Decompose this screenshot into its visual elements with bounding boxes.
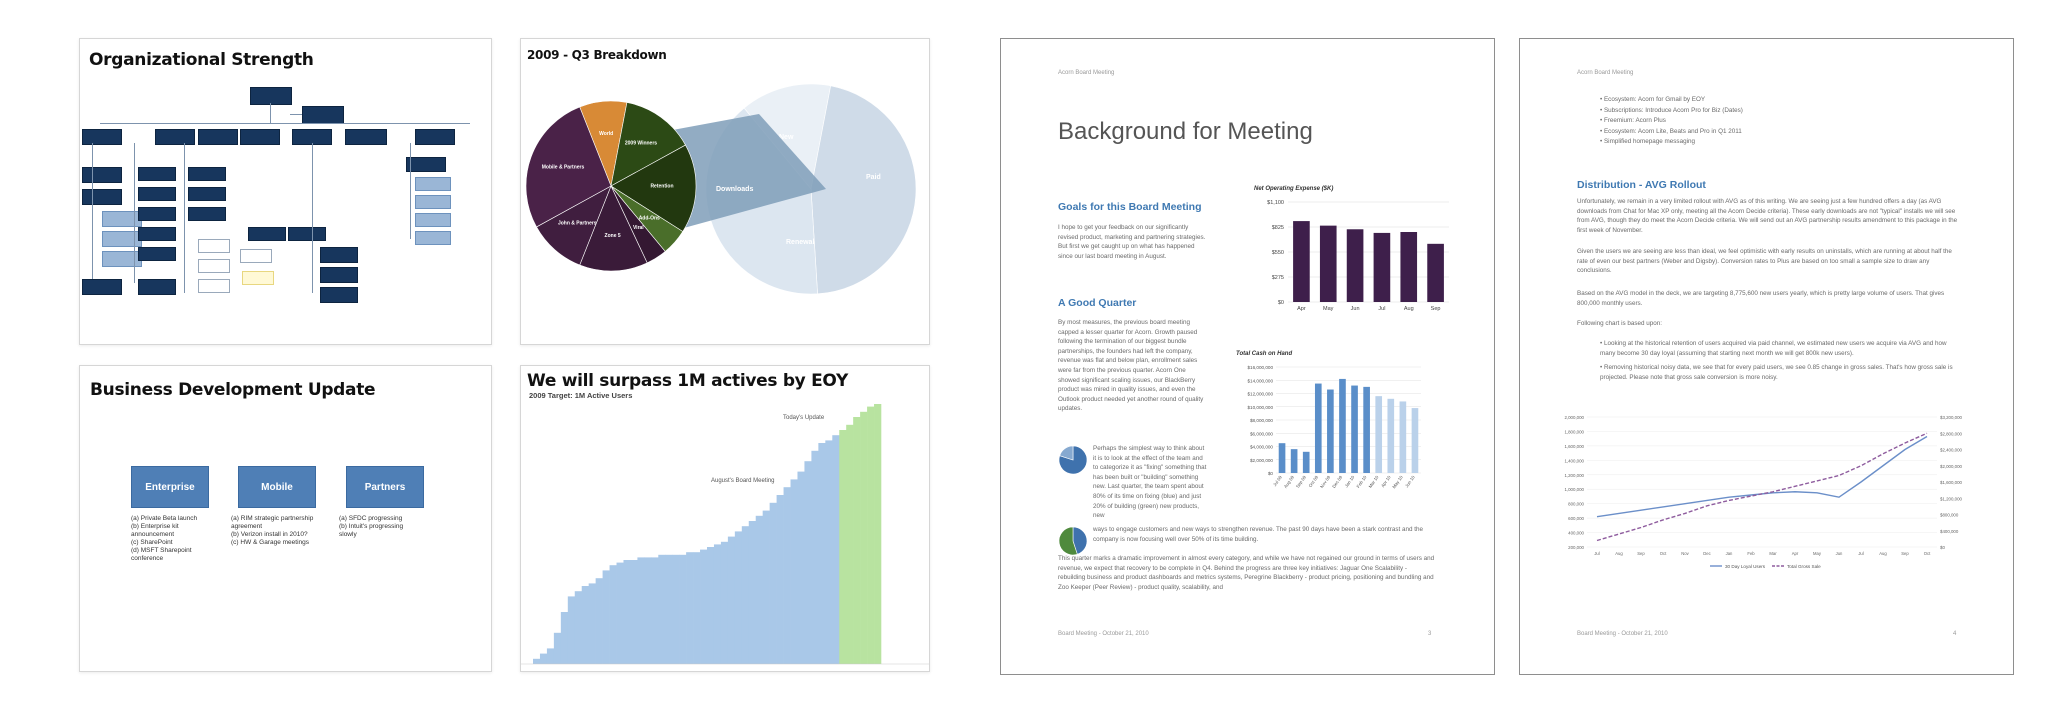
area-bar — [784, 487, 791, 664]
x-tick-label: Jul — [1858, 551, 1864, 556]
area-bar — [630, 560, 637, 664]
x-tick-label: Feb — [1747, 551, 1755, 556]
y-tick-label-right: $1,200,000 — [1940, 496, 1962, 502]
org-box-dept — [82, 129, 122, 145]
heading-avg-rollout: Distribution - AVG Rollout — [1577, 179, 1706, 191]
pie-text-1: Perhaps the simplest way to think about it is to look at the effect of the team and to categorize it as "fixing" something that has been built or "building" something new. Last quarter, the team spent about 80% of its time on fixing (blue) and just 20% of building (green) new products, new — [1093, 445, 1207, 520]
pie-label: Retention — [650, 183, 674, 190]
y-tick-label: $0 — [1277, 300, 1284, 306]
pie-label: Mobile & Partners — [541, 164, 585, 171]
bar — [1320, 226, 1337, 302]
pie-this-quarter — [1057, 525, 1089, 557]
bar — [1375, 396, 1382, 473]
bar — [1351, 386, 1358, 473]
bar — [1427, 244, 1444, 302]
bizdev-list-mobile: (a) RIM strategic partnership agreement (b) Verizon install in 2010? (c) HW & Garage meetings — [231, 515, 314, 546]
area-bar — [686, 552, 693, 664]
bar — [1400, 232, 1417, 302]
bar — [1400, 401, 1407, 473]
area-bar — [777, 495, 784, 664]
bar — [1293, 221, 1310, 302]
q3-breakdown-chart — [521, 39, 929, 344]
annotation-board: August's Board Meeting — [711, 478, 775, 484]
bar — [1363, 387, 1370, 473]
y-tick-label: $0 — [1267, 471, 1273, 476]
org-box-dept — [345, 129, 387, 145]
bullet-item: • Looking at the historical retention of users acquired via paid channel, we estimated new users we acquire via AVG and how many become 30 day loyal (assuming that starting next month we will get 800k new users). — [1600, 340, 1947, 357]
x-tick-label: Apr — [1297, 306, 1306, 312]
bullet-item: • Removing historical noisy data, we see that for every paid users, we see 0.85 change in gross sales. That's how gross sale is projected. Please note that gross sale conversion is more noisy. — [1600, 364, 1953, 381]
x-tick-label: Sep — [1430, 306, 1441, 312]
bullet-item: • Subscriptions: Introduce Acorn Pro for Biz (Dates) — [1600, 106, 1743, 114]
org-box-dept — [198, 129, 238, 145]
annotation-today: Today's Update — [783, 415, 825, 421]
area-bar — [825, 440, 832, 664]
x-tick-label: Dec 09 — [1331, 474, 1344, 489]
x-tick-label: May — [1323, 306, 1334, 312]
page-header: Acorn Board Meeting — [1058, 70, 1115, 76]
y-tick-label: $275 — [1271, 275, 1284, 281]
doc-page-3[interactable] — [1000, 38, 1495, 675]
area-bar — [582, 586, 589, 664]
bullet-item: • Ecosystem: Acorn for Gmail by EOY — [1600, 96, 1706, 103]
area-bar — [672, 555, 679, 664]
chart-title: Net Operating Expense ($K) — [1254, 186, 1334, 192]
y-tick-label: $4,000,000 — [1250, 444, 1273, 450]
area-bar — [589, 583, 596, 664]
area-bar — [568, 596, 575, 664]
slide-actives[interactable] — [520, 365, 930, 672]
x-tick-label: Jun — [1350, 306, 1360, 312]
y-tick-label-left: 800,000 — [1568, 501, 1584, 507]
pie-label: Add-Ons — [638, 215, 660, 222]
area-bar — [679, 555, 686, 664]
area-bar — [818, 443, 825, 664]
net-operating-expense-chart — [1254, 182, 1454, 322]
y-tick-label-left: 1,800,000 — [1564, 429, 1584, 435]
page-title: Background for Meeting — [1058, 118, 1313, 145]
slide-title: Organizational Strength — [89, 50, 314, 70]
area-bar — [770, 503, 777, 664]
pie-label: World — [599, 131, 614, 138]
y-tick-label-left: 1,400,000 — [1564, 458, 1584, 464]
bullet-list-2 — [1600, 339, 1962, 382]
x-tick-label: May 10 — [1391, 474, 1404, 490]
area-bar — [637, 557, 644, 664]
area-bar — [797, 472, 804, 664]
slide-title: 2009 - Q3 Breakdown — [527, 48, 667, 62]
slide-title: Business Development Update — [90, 380, 376, 400]
exploded-label: New — [779, 134, 794, 141]
page-footer-left: Board Meeting - October 21, 2010 — [1058, 631, 1149, 637]
x-tick-label: Feb 10 — [1355, 474, 1368, 489]
area-bar — [610, 565, 617, 664]
area-bar — [714, 544, 721, 664]
pie-slice — [811, 86, 916, 294]
total-cash-chart — [1226, 347, 1426, 507]
goals-text: I hope to get your feedback on our significantly revised product, marketing and partnering strategies. But first we get caught up on what has happened since our last board meeting in August. — [1058, 224, 1206, 260]
x-tick-label: May — [1813, 551, 1821, 556]
area-bar — [860, 412, 867, 664]
exploded-label: Paid — [866, 174, 881, 181]
bar — [1347, 229, 1364, 302]
y-tick-label-right: $2,400,000 — [1940, 447, 1962, 453]
y-tick-label-right: $400,000 — [1940, 528, 1959, 534]
x-tick-label: Mar — [1769, 551, 1777, 556]
doc-page-4[interactable] — [1519, 38, 2014, 675]
area-bar — [693, 552, 700, 664]
y-tick-label-right: $0 — [1940, 545, 1945, 550]
series-line — [1597, 437, 1927, 517]
x-tick-label: Aug — [1615, 551, 1623, 556]
slide-bizdev[interactable] — [79, 365, 492, 672]
area-bar — [839, 430, 846, 664]
y-tick-label: $12,000,000 — [1247, 391, 1273, 397]
y-tick-label-left: 600,000 — [1568, 516, 1584, 522]
heading-good-quarter: A Good Quarter — [1058, 297, 1137, 309]
area-bar — [811, 451, 818, 664]
avg-projection-chart — [1545, 409, 1985, 584]
area-bar — [533, 659, 540, 664]
area-bar — [804, 461, 811, 664]
x-tick-label: Jul 09 — [1272, 474, 1283, 488]
area-bar — [846, 425, 853, 664]
x-tick-label: Oct 09 — [1307, 474, 1320, 489]
bizdev-list-enterprise: (a) Private Beta launch (b) Enterprise kit announcement (c) SharePoint (d) MSFT Sharepoint conference — [131, 515, 198, 562]
heading-goals: Goals for this Board Meeting — [1058, 201, 1202, 213]
x-tick-label: Nov — [1681, 551, 1689, 556]
org-box-dept — [415, 129, 455, 145]
slide-q3-breakdown[interactable] — [520, 38, 930, 345]
bar — [1291, 449, 1298, 473]
legend-label: 30 Day Loyal Users — [1725, 564, 1766, 569]
area-bar — [540, 654, 547, 664]
pie-label: Viral — [632, 225, 644, 232]
bar — [1327, 390, 1334, 473]
x-tick-label: Jun 10 — [1404, 474, 1416, 489]
x-tick-label: Aug 09 — [1282, 474, 1295, 489]
area-bar — [547, 648, 554, 664]
y-tick-label-left: 1,000,000 — [1564, 487, 1584, 493]
avg-para-2: Given the users we are seeing are less than ideal, we feel optimistic with early results on uninstalls, which are running at about half the rate of even our best partners (Weber and Digsby). Conversion rates to Plus are based on too small a sample size to draw any conclusions. — [1577, 248, 1952, 275]
x-tick-label: Sep — [1637, 551, 1645, 556]
area-bar — [658, 555, 665, 664]
org-box-dept — [240, 129, 280, 145]
x-tick-label: Oct — [1923, 551, 1931, 556]
bar — [1374, 233, 1391, 302]
bar — [1339, 379, 1346, 473]
area-bar — [853, 417, 860, 664]
pie-label: John & Partners — [557, 220, 597, 227]
area-bar — [791, 479, 798, 664]
area-bar — [644, 557, 651, 664]
y-tick-label: $2,000,000 — [1250, 457, 1273, 463]
x-tick-label: Jan — [1725, 551, 1733, 556]
x-tick-label: Aug — [1403, 306, 1414, 312]
org-chart — [80, 39, 491, 344]
avg-para-1: Unfortunately, we remain in a very limited rollout with AVG as of this writing. We are seeing just a few hundred offers a day (as AVG downloads from Chat for Mac XP only, meeting all the Acorn Decide criteria). These early downloads are not "typical" installs we will see from AVG, though they do meet the Acorn Decide criteria. We will send out an AVG partnership results amendment to this package in the first week of November. — [1577, 198, 1958, 234]
area-bar — [665, 555, 672, 664]
y-tick-label-right: $800,000 — [1940, 512, 1959, 518]
slide-org-chart[interactable] — [79, 38, 492, 345]
series-line — [1597, 433, 1927, 540]
x-tick-label: Apr — [1791, 551, 1799, 556]
x-tick-label: Apr 10 — [1380, 474, 1392, 489]
avg-para-4: Following chart is based upon: — [1577, 320, 1663, 327]
callout-label: Downloads — [716, 186, 754, 193]
y-tick-label-right: $1,600,000 — [1940, 480, 1962, 485]
area-bar — [596, 578, 603, 664]
x-tick-label: Dec — [1703, 551, 1711, 556]
area-bar — [749, 521, 756, 664]
x-tick-label: Oct — [1659, 551, 1667, 556]
bar — [1279, 443, 1286, 473]
y-tick-label-left: 400,000 — [1568, 530, 1584, 536]
area-bar — [756, 516, 763, 664]
bar — [1315, 384, 1322, 473]
y-tick-label-left: 1,600,000 — [1564, 443, 1584, 449]
x-tick-label: Sep — [1901, 551, 1909, 556]
y-tick-label-right: $2,800,000 — [1940, 431, 1962, 437]
area-bar — [721, 542, 728, 664]
y-tick-label-left: 200,000 — [1568, 545, 1584, 550]
pie-text-2: ways to engage customers and new ways to strengthen revenue. The past 90 days have been a stark contrast and the company is now focusing well over 50% of its time building. — [1093, 526, 1423, 543]
area-bar — [554, 633, 561, 664]
bullet-item: • Freemium: Acorn Plus — [1600, 117, 1666, 124]
area-bar — [575, 591, 582, 664]
y-tick-label-right: $3,200,000 — [1940, 415, 1962, 420]
y-tick-label: $825 — [1271, 225, 1284, 231]
area-bar — [874, 404, 881, 664]
pie-label: 2009 Winners — [624, 140, 658, 147]
page-header: Acorn Board Meeting — [1577, 70, 1634, 76]
page-footer-left: Board Meeting - October 21, 2010 — [1577, 631, 1668, 637]
bar — [1387, 399, 1394, 473]
y-tick-label: $16,000,000 — [1247, 365, 1273, 370]
y-tick-label: $550 — [1271, 250, 1284, 256]
x-tick-label: Nov 09 — [1319, 474, 1332, 489]
pie-last-quarter — [1057, 444, 1089, 476]
area-bar — [763, 511, 770, 664]
bizdev-column-enterprise: Enterprise — [131, 466, 209, 508]
area-bar — [617, 563, 624, 664]
chart-title: Total Cash on Hand — [1236, 351, 1293, 357]
closing-text: This quarter marks a dramatic improvement in almost every category, and while we have not regained our ground in terms of users and revenue, we expect that recovery to be complete in Q4. Behind the progress are three key initiatives: Jaguar One Scalability - rebuilding business and product dashboards and metrics systems, Peregrine Blackberry - product pricing, positioning and bundling and Zoo Keeper (Peer Review) - product quality, scalability, and — [1058, 555, 1435, 591]
bizdev-column-mobile: Mobile — [238, 466, 316, 508]
legend-label: Total Gross Sale — [1787, 564, 1821, 569]
page-number: 3 — [1428, 631, 1432, 637]
x-tick-label: Mar 10 — [1367, 474, 1380, 489]
page-number: 4 — [1953, 631, 1957, 637]
y-tick-label-left: 2,000,000 — [1564, 415, 1584, 420]
area-bar — [603, 570, 610, 664]
bizdev-column-partners: Partners — [346, 466, 424, 508]
area-bar — [561, 612, 568, 664]
bar — [1412, 408, 1419, 473]
bullet-item: • Ecosystem: Acorn Lite, Beats and Pro in Q1 2011 — [1600, 127, 1742, 135]
x-tick-label: Jan 10 — [1343, 474, 1356, 489]
bizdev-list-partners: (a) SFDC progressing (b) Intuit's progressing slowly — [339, 515, 404, 538]
x-tick-label: Jul — [1378, 306, 1386, 312]
area-bar — [742, 526, 749, 664]
y-tick-label: $6,000,000 — [1250, 431, 1273, 437]
y-tick-label: $8,000,000 — [1250, 418, 1273, 423]
avg-para-3: Based on the AVG model in the deck, we are targeting 8,775,600 new users yearly, which is pretty large volume of users. That gives 800,000 monthly users. — [1577, 290, 1945, 307]
area-bar — [728, 537, 735, 664]
x-tick-label: Sep 09 — [1294, 474, 1308, 489]
bar — [1303, 452, 1310, 473]
x-tick-label: Jun — [1835, 551, 1843, 556]
exploded-label: Renewal — [786, 239, 815, 246]
org-box-board — [302, 106, 344, 124]
area-bar — [623, 560, 630, 664]
y-tick-label: $14,000,000 — [1247, 378, 1273, 384]
x-tick-label: Jul — [1594, 551, 1600, 556]
y-tick-label-left: 1,200,000 — [1564, 472, 1584, 478]
slide-subtitle: 2009 Target: 1M Active Users — [529, 391, 633, 400]
area-bar — [651, 557, 658, 664]
y-tick-label-right: $2,000,000 — [1940, 463, 1962, 469]
bullet-item: • Simplified homepage messaging — [1600, 138, 1695, 145]
slide-title: We will surpass 1M actives by EOY — [527, 371, 848, 391]
y-tick-label: $10,000,000 — [1247, 404, 1273, 410]
area-bar — [867, 407, 874, 664]
area-bar — [832, 435, 839, 664]
good-quarter-text: By most measures, the previous board meeting capped a lesser quarter for Acorn. Growth paused following the termination of our biggest bundle partnerships, the founders had left the company, revenue was flat and below plan, enrollment sales were far from the previous quarter. Acorn One showed significant scaling issues, our BlackBerry product was mired in quality issues, and even the Outlook product needed yet another round of quality updates. — [1058, 319, 1204, 413]
actives-area-chart — [521, 366, 929, 671]
area-bar — [707, 547, 714, 664]
x-tick-label: Aug — [1879, 551, 1887, 556]
area-bar — [735, 531, 742, 664]
pie-label: Zone 5 — [604, 232, 621, 239]
y-tick-label: $1,100 — [1267, 200, 1284, 206]
bullet-list — [1600, 95, 1980, 148]
area-bar — [700, 550, 707, 664]
org-box-ceo — [250, 87, 292, 105]
org-box-dept — [155, 129, 195, 145]
